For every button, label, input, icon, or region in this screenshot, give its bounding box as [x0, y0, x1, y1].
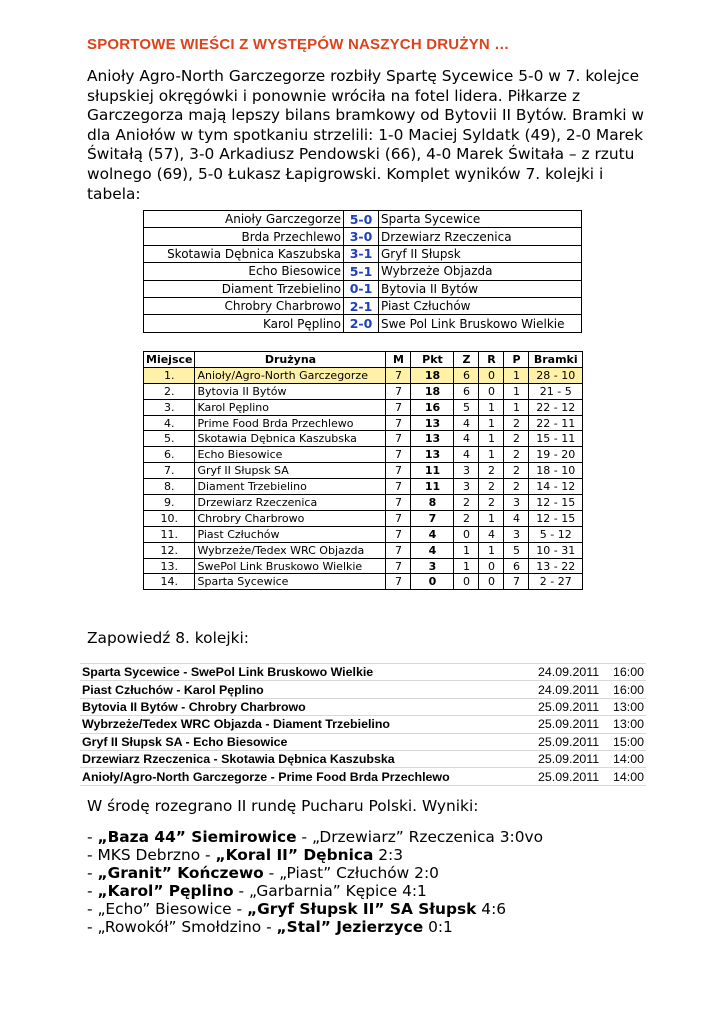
- wins: 1: [454, 542, 479, 558]
- result-row: [144, 211, 582, 228]
- draws: 0: [479, 574, 504, 590]
- draws: 4: [479, 526, 504, 542]
- matches: 7: [386, 542, 411, 558]
- match-score: 3-0: [344, 228, 379, 245]
- draws: 2: [479, 479, 504, 495]
- fixture-row: [80, 716, 646, 733]
- cup-home-team: MKS Debrzno: [97, 846, 201, 865]
- team-name: Gryf II Słupsk SA: [195, 463, 386, 479]
- goals: 28 - 10: [529, 367, 583, 383]
- cup-separator: -: [233, 882, 249, 901]
- points: 0: [411, 574, 454, 590]
- cup-result-item: [87, 882, 543, 900]
- fixture-row: [80, 750, 646, 767]
- cup-bullet: -: [87, 828, 98, 846]
- result-row: [144, 228, 582, 245]
- team-name: Skotawia Dębnica Kaszubska: [195, 431, 386, 447]
- fixture-date: 25.09.2011: [536, 716, 602, 733]
- away-team: Wybrzeże Objazda: [379, 263, 582, 280]
- standings-row: [144, 463, 583, 479]
- league-standings-table: [143, 351, 583, 590]
- position: 4.: [144, 415, 195, 431]
- cup-home-team: „Rowokół” Smołdzino: [97, 918, 262, 937]
- fixtures-table: [80, 663, 646, 786]
- cup-bullet: -: [87, 900, 98, 919]
- fixture-time: 14:00: [602, 750, 646, 767]
- team-name: Piast Człuchów: [195, 526, 386, 542]
- fixture-date: 24.09.2011: [536, 681, 602, 698]
- goals: 13 - 22: [529, 558, 583, 574]
- fixture-time: 15:00: [602, 733, 646, 750]
- points: 13: [411, 447, 454, 463]
- result-row: [144, 263, 582, 280]
- goals: 12 - 15: [529, 495, 583, 511]
- standings-row: [144, 415, 583, 431]
- points: 11: [411, 479, 454, 495]
- home-team: Skotawia Dębnica Kaszubska: [144, 245, 344, 262]
- cup-away-team: „Garbarnia” Kępice: [248, 882, 398, 901]
- matches: 7: [386, 558, 411, 574]
- standings-row: [144, 399, 583, 415]
- result-row: [144, 280, 582, 297]
- goals: 12 - 15: [529, 510, 583, 526]
- header-goals: Bramki: [529, 352, 583, 368]
- wins: 4: [454, 415, 479, 431]
- draws: 1: [479, 447, 504, 463]
- team-name: Sparta Sycewice: [195, 574, 386, 590]
- matches: 7: [386, 495, 411, 511]
- draws: 0: [479, 558, 504, 574]
- position: 6.: [144, 447, 195, 463]
- position: 8.: [144, 479, 195, 495]
- fixture-row: [80, 664, 646, 681]
- cup-heading: W środę rozegrano II rundę Pucharu Polski. Wyniki:: [87, 797, 479, 815]
- match-score: 5-1: [344, 263, 379, 280]
- cup-away-team: „Stal” Jezierzyce: [276, 918, 424, 937]
- position: 1.: [144, 367, 195, 383]
- wins: 1: [454, 558, 479, 574]
- matches: 7: [386, 574, 411, 590]
- position: 10.: [144, 510, 195, 526]
- match-score: 0-1: [344, 280, 379, 297]
- cup-result-item: [87, 864, 543, 882]
- home-team: Brda Przechlewo: [144, 228, 344, 245]
- position: 11.: [144, 526, 195, 542]
- team-name: Wybrzeże/Tedex WRC Objazda: [195, 542, 386, 558]
- points: 13: [411, 431, 454, 447]
- points: 13: [411, 415, 454, 431]
- match-score: 5-0: [344, 211, 379, 228]
- header-draws: R: [479, 352, 504, 368]
- losses: 2: [504, 463, 529, 479]
- cup-away-team: „Koral II” Dębnica: [215, 846, 374, 865]
- points: 4: [411, 542, 454, 558]
- team-name: Diament Trzebielino: [195, 479, 386, 495]
- match-score: 2-0: [344, 315, 379, 332]
- standings-row: [144, 447, 583, 463]
- team-name: Karol Pęplino: [195, 399, 386, 415]
- result-row: [144, 297, 582, 314]
- matches: 7: [386, 526, 411, 542]
- standings-row: [144, 383, 583, 399]
- losses: 3: [504, 495, 529, 511]
- cup-score: 4:6: [476, 900, 507, 919]
- position: 14.: [144, 574, 195, 590]
- wins: 0: [454, 526, 479, 542]
- wins: 6: [454, 383, 479, 399]
- cup-score: 0:1: [423, 918, 453, 937]
- losses: 7: [504, 574, 529, 590]
- losses: 5: [504, 542, 529, 558]
- position: 7.: [144, 463, 195, 479]
- away-team: Bytovia II Bytów: [379, 280, 582, 297]
- standings-header-row: [144, 352, 583, 368]
- cup-separator: -: [263, 864, 280, 883]
- losses: 2: [504, 479, 529, 495]
- cup-home-team: „Karol” Pęplino: [97, 882, 234, 901]
- cup-bullet: -: [87, 864, 98, 883]
- wins: 2: [454, 495, 479, 511]
- cup-result-item: [87, 918, 543, 936]
- home-team: Diament Trzebielino: [144, 280, 344, 297]
- standings-row: [144, 431, 583, 447]
- wins: 3: [454, 463, 479, 479]
- standings-row: [144, 479, 583, 495]
- team-name: Chrobry Charbrowo: [195, 510, 386, 526]
- header-team: Drużyna: [195, 352, 386, 368]
- standings-row: [144, 526, 583, 542]
- matches: 7: [386, 463, 411, 479]
- wins: 4: [454, 431, 479, 447]
- cup-result-item: [87, 846, 543, 864]
- home-team: Anioły Garczegorze: [144, 211, 344, 228]
- cup-bullet: -: [87, 882, 98, 901]
- cup-bullet: -: [87, 846, 98, 865]
- losses: 4: [504, 510, 529, 526]
- position: 9.: [144, 495, 195, 511]
- matches: 7: [386, 510, 411, 526]
- losses: 6: [504, 558, 529, 574]
- losses: 1: [504, 383, 529, 399]
- position: 3.: [144, 399, 195, 415]
- cup-score: 4:1: [397, 882, 427, 901]
- goals: 5 - 12: [529, 526, 583, 542]
- away-team: Piast Człuchów: [379, 297, 582, 314]
- points: 18: [411, 383, 454, 399]
- points: 3: [411, 558, 454, 574]
- fixture-row: [80, 681, 646, 698]
- fixture-date: 25.09.2011: [536, 768, 602, 785]
- home-team: Chrobry Charbrowo: [144, 297, 344, 314]
- cup-away-team: „Gryf Słupsk II” SA Słupsk: [246, 900, 477, 919]
- result-row: [144, 315, 582, 332]
- fixture-match: Wybrzeże/Tedex WRC Objazda - Diament Trzebielino: [80, 716, 536, 733]
- standings-row: [144, 558, 583, 574]
- fixture-match: Bytovia II Bytów - Chrobry Charbrowo: [80, 698, 536, 715]
- fixture-time: 16:00: [602, 664, 646, 681]
- home-team: Echo Biesowice: [144, 263, 344, 280]
- points: 18: [411, 367, 454, 383]
- team-name: Bytovia II Bytów: [195, 383, 386, 399]
- cup-separator: -: [200, 846, 216, 865]
- fixtures-heading: Zapowiedź 8. kolejki:: [87, 629, 249, 647]
- wins: 2: [454, 510, 479, 526]
- cup-separator: -: [261, 918, 277, 937]
- cup-away-team: „Piast” Człuchów: [279, 864, 410, 883]
- losses: 3: [504, 526, 529, 542]
- fixture-match: Gryf II Słupsk SA - Echo Biesowice: [80, 733, 536, 750]
- matches: 7: [386, 367, 411, 383]
- standings-row: [144, 367, 583, 383]
- matches: 7: [386, 415, 411, 431]
- fixture-time: 14:00: [602, 768, 646, 785]
- wins: 3: [454, 479, 479, 495]
- position: 12.: [144, 542, 195, 558]
- cup-result-item: [87, 900, 543, 918]
- points: 4: [411, 526, 454, 542]
- draws: 1: [479, 415, 504, 431]
- cup-score: 2:3: [373, 846, 404, 865]
- cup-home-team: „Baza 44” Siemirowice: [97, 828, 297, 846]
- fixture-match: Piast Człuchów - Karol Pęplino: [80, 681, 536, 698]
- cup-away-team: „Drzewiarz” Rzeczenica: [311, 828, 495, 846]
- matches: 7: [386, 479, 411, 495]
- cup-score: 2:0: [409, 864, 439, 883]
- losses: 2: [504, 447, 529, 463]
- match-score: 2-1: [344, 297, 379, 314]
- draws: 1: [479, 510, 504, 526]
- team-name: SwePol Link Bruskowo Wielkie: [195, 558, 386, 574]
- goals: 21 - 5: [529, 383, 583, 399]
- header-points: Pkt: [411, 352, 454, 368]
- fixture-date: 25.09.2011: [536, 750, 602, 767]
- header-position: Miejsce: [144, 352, 195, 368]
- standings-row: [144, 510, 583, 526]
- cup-result-item: [87, 828, 543, 846]
- header-matches: M: [386, 352, 411, 368]
- team-name: Echo Biesowice: [195, 447, 386, 463]
- losses: 1: [504, 367, 529, 383]
- fixture-match: Sparta Sycewice - SwePol Link Bruskowo Wielkie: [80, 664, 536, 681]
- losses: 2: [504, 431, 529, 447]
- goals: 2 - 27: [529, 574, 583, 590]
- draws: 1: [479, 542, 504, 558]
- draws: 0: [479, 367, 504, 383]
- fixture-time: 13:00: [602, 698, 646, 715]
- draws: 2: [479, 495, 504, 511]
- matches: 7: [386, 383, 411, 399]
- standings-row: [144, 574, 583, 590]
- losses: 1: [504, 399, 529, 415]
- cup-separator: -: [231, 900, 247, 919]
- wins: 5: [454, 399, 479, 415]
- goals: 10 - 31: [529, 542, 583, 558]
- goals: 22 - 12: [529, 399, 583, 415]
- page-title: SPORTOWE WIEŚCI Z WYSTĘPÓW NASZYCH DRUŻYN …: [87, 36, 510, 53]
- matches: 7: [386, 399, 411, 415]
- team-name: Prime Food Brda Przechlewo: [195, 415, 386, 431]
- fixture-date: 25.09.2011: [536, 698, 602, 715]
- goals: 15 - 11: [529, 431, 583, 447]
- draws: 1: [479, 399, 504, 415]
- team-name: Anioły/Agro-North Garczegorze: [195, 367, 386, 383]
- away-team: Gryf II Słupsk: [379, 245, 582, 262]
- cup-score: 3:0vo: [494, 828, 544, 846]
- goals: 22 - 11: [529, 415, 583, 431]
- fixture-date: 25.09.2011: [536, 733, 602, 750]
- cup-home-team: „Granit” Kończewo: [97, 864, 264, 883]
- draws: 2: [479, 463, 504, 479]
- fixture-match: Anioły/Agro-North Garczegorze - Prime Food Brda Przechlewo: [80, 768, 536, 785]
- fixture-match: Drzewiarz Rzeczenica - Skotawia Dębnica Kaszubska: [80, 750, 536, 767]
- points: 8: [411, 495, 454, 511]
- position: 5.: [144, 431, 195, 447]
- matches: 7: [386, 431, 411, 447]
- match-score: 3-1: [344, 245, 379, 262]
- position: 13.: [144, 558, 195, 574]
- round-results-table: [143, 210, 582, 333]
- wins: 0: [454, 574, 479, 590]
- goals: 14 - 12: [529, 479, 583, 495]
- wins: 4: [454, 447, 479, 463]
- wins: 6: [454, 367, 479, 383]
- away-team: Drzewiarz Rzeczenica: [379, 228, 582, 245]
- fixture-time: 16:00: [602, 681, 646, 698]
- standings-row: [144, 542, 583, 558]
- result-row: [144, 245, 582, 262]
- fixture-row: [80, 733, 646, 750]
- team-name: Drzewiarz Rzeczenica: [195, 495, 386, 511]
- standings-row: [144, 495, 583, 511]
- intro-paragraph: Anioły Agro-North Garczegorze rozbiły Spartę Sycewice 5-0 w 7. kolejce słupskiej okręgówki i ponownie wróciła na fotel lidera. Piłkarze z Garczegorza mają lepszy bilans bramkowy od Bytovii II Bytów. Bramki w dla Aniołów w tym spotkaniu strzelili: 1-0 Maciej Syldatk (49), 2-0 Marek Świtałą (57), 3-0 Arkadiusz Pendowski (66), 4-0 Marek Świtała – z rzutu wolnego (69), 5-0 Łukasz Łapigrowski. Komplet wyników 7. kolejki i tabela:: [87, 67, 644, 203]
- matches: 7: [386, 447, 411, 463]
- header-losses: P: [504, 352, 529, 368]
- fixture-date: 24.09.2011: [536, 664, 602, 681]
- losses: 2: [504, 415, 529, 431]
- points: 16: [411, 399, 454, 415]
- away-team: Sparta Sycewice: [379, 211, 582, 228]
- fixture-row: [80, 698, 646, 715]
- cup-home-team: „Echo” Biesowice: [97, 900, 232, 919]
- draws: 0: [479, 383, 504, 399]
- position: 2.: [144, 383, 195, 399]
- cup-separator: -: [296, 828, 312, 846]
- draws: 1: [479, 431, 504, 447]
- goals: 19 - 20: [529, 447, 583, 463]
- points: 11: [411, 463, 454, 479]
- goals: 18 - 10: [529, 463, 583, 479]
- cup-results-list: [87, 828, 543, 937]
- points: 7: [411, 510, 454, 526]
- cup-bullet: -: [87, 918, 98, 937]
- home-team: Karol Pęplino: [144, 315, 344, 332]
- fixture-row: [80, 768, 646, 785]
- away-team: Swe Pol Link Bruskowo Wielkie: [379, 315, 582, 332]
- header-wins: Z: [454, 352, 479, 368]
- fixture-time: 13:00: [602, 716, 646, 733]
